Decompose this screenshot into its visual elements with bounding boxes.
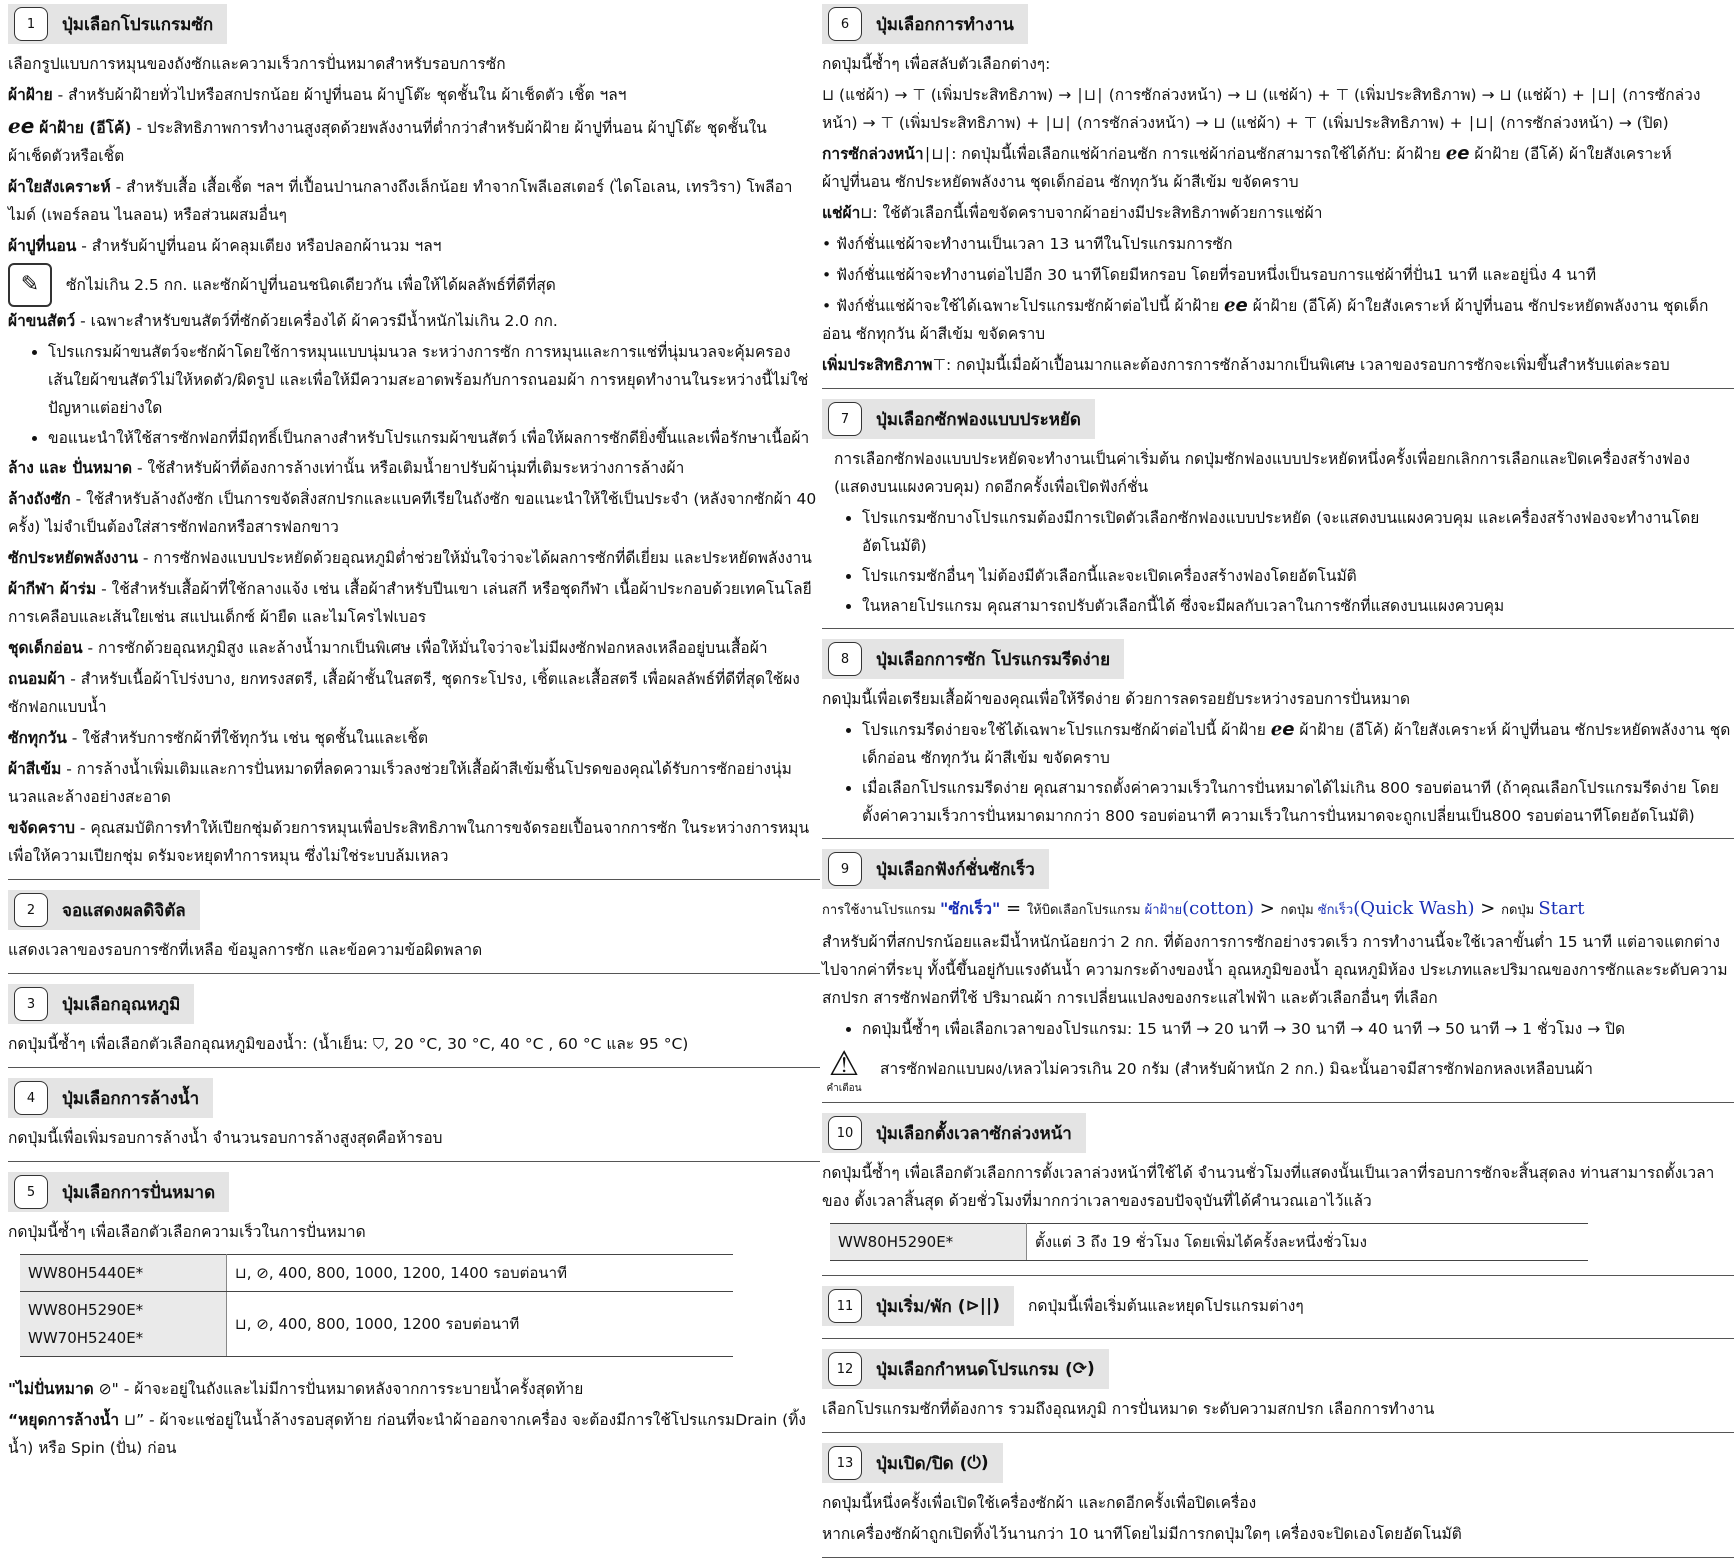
section-header (822, 4, 1028, 44)
section-title-end: ) (1087, 1359, 1095, 1379)
soak-icon: ⊔ (1499, 86, 1512, 104)
section-title: ปุ่มเลือกโปรแกรมซัก (62, 14, 214, 35)
list-item: • ฟังก์ชั่นแช่ผ้าจะทำงานต่อไปอีก 30 นาทีโดยมีหกรอบ โดยที่รอบหนึ่งเป็นรอบการแช่ผ้าที่ปั่น1 นาที และอยู่นิ่ง 4 นาที (822, 266, 1597, 284)
section-number: 8 (828, 642, 862, 676)
item-eco-cotton: ℯe ผ้าฝ้าย (อีโค้) - ประสิทธิภาพการทำงานสูงสุดด้วยพลังงานที่ต่ำกว่าสำหรับผ้าฝ้าย ผ้าปูที่นอน ผ้าปูโต๊ะ ชุดชั้นใน ผ้าเช็ดตัวหรือเชิ้ต (8, 114, 767, 165)
prewash-desc: การซักล่วงหน้า∣⊔∣: กดปุ่มนี้เพื่อเลือกแช่ผ้าก่อนซัก การแช่ผ้าก่อนซักสามารถใช้ได้กับ: ผ้าฝ้าย ℯe ผ้าฝ้าย (อีโค้) ผ้าใยสังเคราะห์ ผ้าปูที่นอน ซักประหยัดพลังงาน ชุดเด็กอ่อน ซักทุกวัน ผ้าสีเข้ม ขจัดคราบ (822, 143, 1672, 191)
item-daily: ซักทุกวัน - ใช้สำหรับการซักผ้าที่ใช้ทุกวัน เช่น ชุดชั้นในและเชิ้ต (8, 729, 429, 747)
section-header (8, 890, 200, 930)
section-title: ปุ่มเลือกตั้งเวลาซักล่วงหน้า (876, 1123, 1072, 1144)
section-number: 4 (14, 1081, 48, 1115)
item-synthetics: ผ้าใยสังเคราะห์ - สำหรับเสื้อ เสื้อเชิ้ต ฯลฯ ที่เปื้อนปานกลางถึงเล็กน้อย ทำจากโพลีเอสเตอร์ (ไดโอเลน, เทรวิรา) โพลีอาไมด์ (เพอร์ลอน ไนลอน) หรือส่วนผสมอื่นๆ (8, 178, 793, 224)
bullet-list (822, 1015, 1734, 1043)
section-header (8, 1078, 213, 1118)
section-title: ปุ่มเลือกซักฟองแบบประหยัด (876, 409, 1081, 430)
prewash-icon: ∣⊔∣ (1589, 86, 1618, 104)
section-12 (822, 1345, 1734, 1433)
cold-water-icon: ⛉ (372, 1035, 385, 1053)
section-title: ปุ่มเปิด/ปิด ( (876, 1453, 968, 1474)
section-number: 12 (828, 1352, 862, 1386)
table-row (20, 1292, 733, 1357)
delay-end-table (830, 1223, 1588, 1261)
section-body: กดปุ่มนี้เพื่อเตรียมเสื้อผ้าของคุณเพื่อให้รีดง่าย ด้วยการลดรอยยับระหว่างรอบการปั่นหมาด (822, 690, 1411, 708)
rinse-hold-note: “หยุดการล้างน้ำ ⊔” - ผ้าจะแช่อยู่ในน้ำล้างรอบสุดท้าย ก่อนที่จะนำผ้าออกจากเครื่อง จะต้องมีการใช้โปรแกรมDrain (ทิ้งน้ำ) หรือ Spin (ปั่น) ก่อน (8, 1411, 806, 1457)
bullet-list (822, 504, 1734, 620)
section-8 (822, 635, 1734, 839)
note (8, 263, 820, 307)
section-header (822, 1349, 1109, 1389)
table-row (830, 1224, 1588, 1261)
item-eco-bubble: ซักประหยัดพลังงาน - การซักฟองแบบประหยัดด้วยอุณหภูมิต่ำช่วยให้มั่นใจว่าจะได้ผลการซักที่ดีเยี่ยม และประหยัดพลังงาน (8, 549, 812, 567)
section-3 (8, 980, 820, 1068)
list-item: • เมื่อเลือกโปรแกรมรีดง่าย คุณสามารถตั้งค่าความเร็วในการปั่นหมาดได้ไม่เกิน 800 รอบต่อนาที (ถ้าคุณเลือกโปรแกรมรีดง่าย โดยตั้งค่าความเร็วการปั่นหมาดมากกว่า 800 รอบต่อนาที ความเร็วในการปั่นหมาดจะถูกเปลี่ยนเป็น800 รอบต่อนาทีโดยอัตโนมัติ) (862, 774, 1734, 830)
section-number: 5 (14, 1175, 48, 1209)
section-body: แสดงเวลาของรอบการซักที่เหลือ ข้อมูลการซัก และข้อความข้อผิดพลาด (8, 941, 483, 959)
section-11 (822, 1282, 1734, 1339)
section-title: ปุ่มเริ่ม/พัก ( (876, 1296, 966, 1317)
speed-cell: ⊔, ⊘, 400, 800, 1000, 1200, 1400 รอบต่อนาที (227, 1255, 734, 1292)
section-number: 3 (14, 987, 48, 1021)
no-spin-icon: ⊘ (256, 1264, 269, 1282)
note-text: ซักไม่เกิน 2.5 กก. และซักผ้าปูที่นอนชนิดเดียวกัน เพื่อให้ได้ผลลัพธ์ที่ดีที่สุด (66, 276, 556, 294)
soak-icon: ⊔ (822, 86, 835, 104)
intensive-icon: ⊤ (932, 356, 947, 374)
intensive-icon: ⊤ (880, 114, 894, 132)
section-title: ปุ่มเลือกการล้างน้ำ (62, 1088, 200, 1109)
quick-wash-usage: การใช้งานโปรแกรม "ซักเร็ว" = ให้บิดเลือกโปรแกรม ผ้าฝ้าย(cotton) > กดปุ่ม ซักเร็ว(Quick Wash) > กดปุ่ม Start (822, 898, 1585, 919)
section-title: ปุ่มเลือกการซัก โปรแกรมรีดง่าย (876, 649, 1111, 670)
section-10 (822, 1109, 1734, 1276)
section-number: 11 (828, 1289, 862, 1323)
smart-control-icon: ⟳ (1072, 1359, 1088, 1379)
note-icon: ✎ (8, 263, 52, 307)
item-cotton: ผ้าฝ้าย - สำหรับผ้าฝ้ายทั่วไปหรือสกปรกน้อย ผ้าปูที่นอน ผ้าปูโต๊ะ ชุดชั้นใน ผ้าเช็ดตัว เชิ้ต ฯลฯ (8, 86, 627, 104)
section-number: 1 (14, 7, 48, 41)
model-cell: WW80H5290E* WW70H5240E* (20, 1292, 227, 1357)
intensive-icon: ⊤ (912, 86, 926, 104)
section-header (822, 1443, 1003, 1483)
range-cell: ตั้งแต่ 3 ถึง 19 ชั่วโมง โดยเพิ่มได้ครั้งละหนึ่งชั่วโมง (1027, 1224, 1589, 1261)
bullet-list (822, 716, 1734, 830)
section-1 (8, 0, 820, 880)
intensive-icon: ⊤ (1335, 86, 1350, 104)
section-intro: กดปุ่มนี้ซ้ำๆ เพื่อสลับตัวเลือกต่างๆ: (822, 55, 1051, 73)
speed-cell: ⊔, ⊘, 400, 800, 1000, 1200 รอบต่อนาที (227, 1292, 734, 1357)
section-number: 6 (828, 7, 862, 41)
section-header (822, 399, 1095, 439)
section-number: 10 (828, 1116, 862, 1150)
section-2 (8, 886, 820, 974)
section-body: สำหรับผ้าที่สกปรกน้อยและมีน้ำหนักน้อยกว่า 2 กก. ที่ต้องการการซักอย่างรวดเร็ว การทำงานนี้จะใช้เวลาขั้นต่ำ 15 นาที แต่อาจแตกต่างไปจากค่าที่ระบุ ทั้งนี้ขึ้นอยู่กับแรงดันน้ำ ความกระด้างของน้ำ อุณหภูมิของน้ำ อุณหภูมิห้อง ประเภทและปริมาณของการซักและระดับความสกปรก สารซักฟอกที่ใช้ ปริมาณผ้า การเปลี่ยนแปลงของกระแสไฟฟ้า และตัวเลือกอื่นๆ ที่เลือก (822, 933, 1728, 1007)
eco-icon: ℯe (1224, 295, 1248, 316)
list-item: • โปรแกรมซักอื่นๆ ไม่ต้องมีตัวเลือกนี้และจะเปิดเครื่องสร้างฟองโดยอัตโนมัติ (862, 562, 1734, 590)
list-item: • ฟังก์ชั่นแช่ผ้าจะใช้ได้เฉพาะโปรแกรมซักผ้าต่อไปนี้ ผ้าฝ้าย ℯe ผ้าฝ้าย (อีโค้) ผ้าใยสังเคราะห์ ผ้าปูที่นอน ซักประหยัดพลังงาน ชุดเด็กอ่อน ซักทุกวัน ผ้าสีเข้ม ขจัดคราบ (822, 295, 1709, 343)
intensive-icon: ⊤ (1303, 114, 1318, 132)
item-dark: ผ้าสีเข้ม - การล้างน้ำเพิ่มเติมและการปั่นหมาดที่ลดความเร็วลงช่วยให้เสื้อผ้าสีเข้มชิ้นโปรดของคุณได้รับการซักอย่างนุ่มนวลและล้างอย่างสะอาด (8, 760, 792, 806)
warning (822, 1044, 1734, 1096)
item-bedding: ผ้าปูที่นอน - สำหรับผ้าปูที่นอน ผ้าคลุมเตียง หรือปลอกผ้านวม ฯลฯ (8, 237, 442, 255)
section-header (822, 1113, 1086, 1153)
section-header (8, 1172, 229, 1212)
section-body: การเลือกซักฟองแบบประหยัดจะทำงานเป็นค่าเริ่มต้น กดปุ่มซักฟองแบบประหยัดหนึ่งครั้งเพื่อยกเลิกการเลือกและปิดเครื่องสร้างฟอง (แสดงบนแผงควบคุม) กดอีกครั้งเพื่อเปิดฟังก์ชั่น (834, 450, 1690, 496)
prewash-icon: ∣⊔∣ (1044, 114, 1072, 132)
item-rinse-spin: ล้าง และ ปั่นหมาด - ใช้สำหรับผ้าที่ต้องการล้างเท่านั้น หรือเติมน้ำยาปรับผ้านุ่มที่เติมระหว่างการล้างผ้า (8, 459, 685, 477)
soak-icon: ⊔ (1245, 86, 1258, 104)
section-title: ปุ่มเลือกฟังก์ชั่นซักเร็ว (876, 859, 1035, 880)
item-outdoor: ผ้ากีฬา ผ้าร่ม - ใช้สำหรับเสื้อผ้าที่ใช้กลางแจ้ง เช่น เสื้อผ้าสำหรับปีนเขา เล่นสกี หรือชุดกีฬา เนื้อผ้าประกอบด้วยเทคโนโลยีการเคลือบและเส้นใยเช่น สแปนเด็กซ์ ผ้ายืด และไมโครไฟเบอร (8, 580, 812, 626)
list-item: • ฟังก์ชั่นแช่ผ้าจะทำงานเป็นเวลา 13 นาทีในโปรแกรมการซัก (822, 235, 1233, 253)
section-body: กดปุ่มนี้หนึ่งครั้งเพื่อเปิดใช้เครื่องซักผ้า และกดอีกครั้งเพื่อปิดเครื่อง (822, 1494, 1257, 1512)
list-item: • ขอแนะนำให้ใช้สารซักฟอกที่มีฤทธิ์เป็นกลางสำหรับโปรแกรมผ้าขนสัตว์ เพื่อให้ผลการซักดียิ่งขึ้นและเพื่อรักษาเนื้อผ้า (48, 424, 820, 452)
section-body: กดปุ่มนี้เพื่อเริ่มต้นและหยุดโปรแกรมต่างๆ (1028, 1296, 1304, 1315)
section-title: จอแสดงผลดิจิตัล (62, 900, 186, 921)
warning-icon: ⚠ คำเตือน (826, 1044, 862, 1094)
rinse-hold-icon: ⊔ (235, 1264, 247, 1282)
spin-speed-table (20, 1254, 733, 1357)
section-header (822, 849, 1049, 889)
list-item: • โปรแกรมผ้าขนสัตว์จะซักผ้าโดยใช้การหมุนแบบนุ่มนวล ระหว่างการซัก การหมุนและการแช่ที่นุ่มนวลจะคุ้มครองเส้นใยผ้าขนสัตว์ไม่ให้หดตัว/ผิดรูป และเพื่อให้มีความสะอาดพร้อมกับการถนอมผ้า การหยุดทำงานในระหว่างนี้ไม่ใช่ปัญหาแต่อย่างใด (48, 338, 820, 422)
section-number: 9 (828, 852, 862, 886)
section-13 (822, 1439, 1734, 1558)
section-5 (8, 1168, 820, 1462)
table-row (20, 1255, 733, 1292)
eco-icon: ℯe (1270, 719, 1295, 740)
section-title: ปุ่มเลือกการปั่นหมาด (62, 1182, 216, 1203)
right-column (822, 0, 1734, 1564)
section-title: ปุ่มเลือกกำหนดโปรแกรม ( (876, 1359, 1073, 1380)
list-item: • โปรแกรมซักบางโปรแกรมต้องมีการเปิดตัวเลือกซักฟองแบบประหยัด (จะแสดงบนแผงควบคุม และเครื่องสร้างฟองจะทำงานโดยอัตโนมัติ) (862, 504, 1734, 560)
section-body: กดปุ่มนี้ซ้ำๆ เพื่อเลือกตัวเลือกการตั้งเวลาล่วงหน้าที่ใช้ได้ จำนวนชั่วโมงที่แสดงนั้นเป็นเวลาที่รอบการซักจะสิ้นสุดลง ท่านสามารถตั้งเวลาของ ตั้งเวลาสิ้นสุด ด้วยชั่วโมงที่มากกว่าเวลาของรอบปัจจุบันที่ได้คำนวณเอาไว้แล้ว (822, 1164, 1715, 1210)
no-spin-icon: ⊘ (256, 1315, 269, 1333)
section-body: เลือกโปรแกรมซักที่ต้องการ รวมถึงอุณหภูมิ การปั่นหมาด ระดับความสกปรก เลือกการทำงาน (822, 1400, 1435, 1418)
prewash-icon: ∣⊔∣ (923, 145, 952, 163)
section-body: กดปุ่มนี้ซ้ำๆ เพื่อเลือกตัวเลือกความเร็วในการปั่นหมาด (8, 1223, 366, 1241)
nospin-note: "ไม่ปั่นหมาด ⊘" - ผ้าจะอยู่ในถังและไม่มีการปั่นหมาดหลังจากการระบายน้ำครั้งสุดท้าย (8, 1380, 584, 1398)
item-delicates: ถนอมผ้า - สำหรับเนื้อผ้าโปร่งบาง, ยกทรงสตรี, เสื้อผ้าชั้นในสตรี, ชุดกระโปรง, เชิ้ตและเสื้อสตรี เพื่อผลลัพธ์ที่ดีที่สุดใช้ผงซักฟอกแบบน้ำ (8, 670, 800, 716)
section-9 (822, 845, 1734, 1103)
no-spin-icon: ⊘ (98, 1380, 112, 1398)
section-title-end: ) (980, 1453, 989, 1473)
section-number: 2 (14, 893, 48, 927)
item-baby: ชุดเด็กอ่อน - การซักด้วยอุณหภูมิสูง และล้างน้ำมากเป็นพิเศษ เพื่อให้มั่นใจว่าจะไม่มีผงซักฟอกหลงเหลืออยู่บนเสื้อผ้า (8, 639, 768, 657)
list-item: • กดปุ่มนี้ซ้ำๆ เพื่อเลือกเวลาของโปรแกรม: 15 นาที → 20 นาที → 30 นาที → 40 นาที → 50 นาที → 1 ชั่วโมง → ปิด (862, 1015, 1734, 1043)
section-header (822, 639, 1124, 679)
section-body: กดปุ่มนี้เพื่อเพิ่มรอบการล้างน้ำ จำนวนรอบการล้างสูงสุดคือห้ารอบ (8, 1129, 443, 1147)
option-sequence: ⊔ (แช่ผ้า) → ⊤ (เพิ่มประสิทธิภาพ) → ∣⊔∣ (การซักล่วงหน้า) → ⊔ (แช่ผ้า) + ⊤ (เพิ่มประสิทธิภาพ) → ⊔ (แช่ผ้า) + ∣⊔∣ (การซักล่วงหน้า) → ⊤ (เพิ่มประสิทธิภาพ) + ∣⊔∣ (การซักล่วงหน้า) → ⊔ (แช่ผ้า) + ⊤ (เพิ่มประสิทธิภาพ) + ∣⊔∣ (การซักล่วงหน้า) → (ปิด) (822, 86, 1701, 132)
model-cell: WW80H5440E* (20, 1255, 227, 1292)
section-body: หากเครื่องซักผ้าถูกเปิดทิ้งไว้นานกว่า 10 นาทีโดยไม่มีการกดปุ่มใดๆ เครื่องจะปิดเองโดยอัตโนมัติ (822, 1525, 1462, 1543)
eco-icon: ℯe (1445, 143, 1470, 164)
section-number: 13 (828, 1446, 862, 1480)
prewash-icon: ∣⊔∣ (1076, 86, 1104, 104)
soak-icon: ⊔ (860, 204, 873, 222)
list-item: • ในหลายโปรแกรม คุณสามารถปรับตัวเลือกนี้ได้ ซึ่งจะมีผลกับเวลาในการซักที่แสดงบนแผงควบคุม (862, 592, 1734, 620)
section-title: ปุ่มเลือกการทำงาน (876, 14, 1014, 35)
intensive-desc: เพิ่มประสิทธิภาพ⊤: กดปุ่มนี้เมื่อผ้าเปื้อนมากและต้องการการซักล้างมากเป็นพิเศษ เวลาของรอบการซักจะเพิ่มขึ้นสำหรับแต่ละรอบ (822, 356, 1670, 374)
intro-text: เลือกรูปแบบการหมุนของถังซักและความเร็วการปั่นหมาดสำหรับรอบการซัก (8, 55, 506, 73)
section-7 (822, 395, 1734, 629)
section-4 (8, 1074, 820, 1162)
rinse-hold-icon: ⊔ (123, 1411, 137, 1429)
power-icon: ⏻ (967, 1453, 981, 1473)
section-6 (822, 0, 1734, 389)
start-pause-icon: ⊳|| (965, 1296, 993, 1316)
section-title-end: ) (992, 1296, 1000, 1316)
wool-bullets (8, 338, 820, 452)
eco-icon: ℯe (8, 114, 35, 138)
list-item: • โปรแกรมรีดง่ายจะใช้ได้เฉพาะโปรแกรมซักผ้าต่อไปนี้ ผ้าฝ้าย ℯe ผ้าฝ้าย (อีโค้) ผ้าใยสังเคราะห์ ผ้าปูที่นอน ซักประหยัดพลังงาน ชุดเด็กอ่อน ซักทุกวัน ผ้าสีเข้ม ขจัดคราบ (862, 716, 1734, 772)
item-drum-clean: ล้างถังซัก - ใช้สำหรับล้างถังซัก เป็นการขจัดสิ่งสกปรกและแบคทีเรียในถังซัก ขอแนะนำให้ใช้เป็นประจำ (หลังจากซักผ้า 40 ครั้ง) ไม่จำเป็นต้องใส่สารซักฟอกหรือสารฟอกขาว (8, 490, 817, 536)
prewash-icon: ∣⊔∣ (1467, 114, 1496, 132)
section-header (8, 984, 194, 1024)
warning-text: สารซักฟอกแบบผง/เหลวไม่ควรเกิน 20 กรัม (สำหรับผ้าหนัก 2 กก.) มิฉะนั้นอาจมีสารซักฟอกหลงเหลือบนผ้า (880, 1060, 1593, 1078)
section-header (8, 4, 227, 44)
soak-desc: แช่ผ้า⊔: ใช้ตัวเลือกนี้เพื่อขจัดคราบจากผ้าอย่างมีประสิทธิภาพด้วยการแช่ผ้า (822, 204, 1323, 222)
section-header (822, 1286, 1014, 1326)
rinse-hold-icon: ⊔ (235, 1315, 247, 1333)
section-title: ปุ่มเลือกอุณหภูมิ (62, 994, 181, 1015)
item-stain: ขจัดคราบ - คุณสมบัติการทำให้เปียกชุ่มด้วยการหมุนเพื่อประสิทธิภาพในการขจัดรอยเปื้อนจากการซัก ในระหว่างการหมุนเพื่อให้ความเปียกชุ่ม ดรัมจะหยุดทำการหมุน ซึ่งไม่ใช่ระบบล้มเหลว (8, 819, 810, 865)
left-column (8, 0, 820, 1465)
soak-icon: ⊔ (1213, 114, 1226, 132)
model-cell: WW80H5290E* (830, 1224, 1027, 1261)
item-wool: ผ้าขนสัตว์ - เฉพาะสำหรับขนสัตว์ที่ซักด้วยเครื่องได้ ผ้าควรมีน้ำหนักไม่เกิน 2.0 กก. (8, 312, 558, 330)
section-body: กดปุ่มนี้ซ้ำๆ เพื่อเลือกตัวเลือกอุณหภูมิของน้ำ: (น้ำเย็น: ⛉, 20 °C, 30 °C, 40 °C , 60 °C และ 95 °C) (8, 1035, 689, 1053)
section-number: 7 (828, 402, 862, 436)
